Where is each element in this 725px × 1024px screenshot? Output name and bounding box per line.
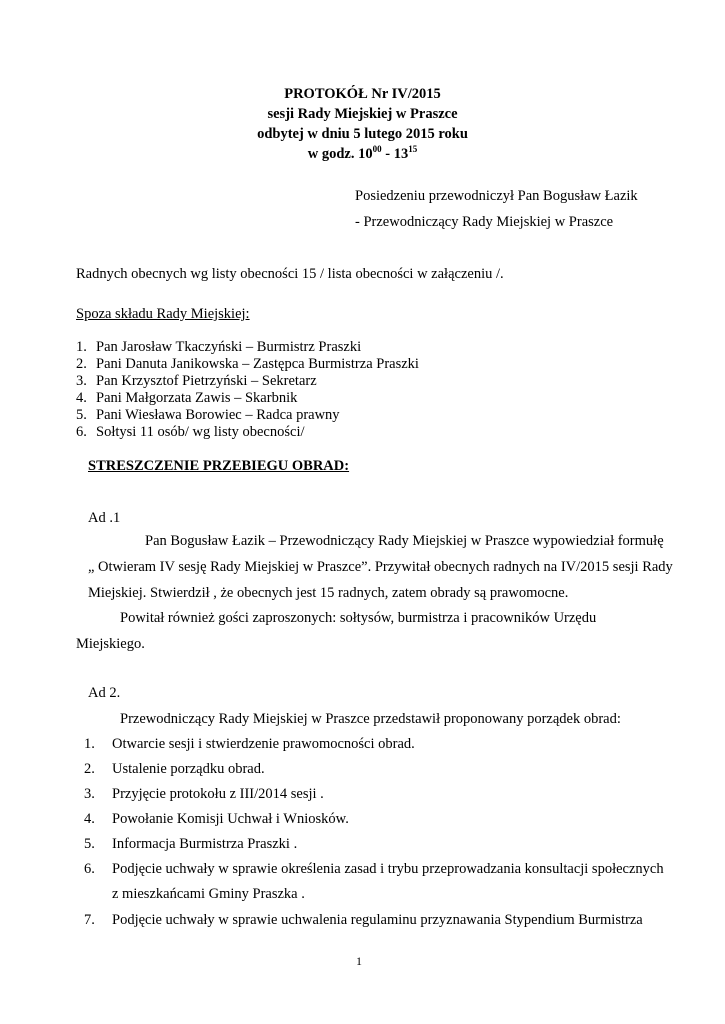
agenda-number: 3.	[84, 786, 95, 802]
attendance-text: Radnych obecnych wg listy obecności 15 / lista obecności w załączeniu /.	[76, 266, 504, 282]
time-start: w godz. 10	[307, 146, 373, 162]
summary-heading: STRESZCZENIE PRZEBIEGU OBRAD:	[88, 458, 350, 474]
list-item-text: Pani Danuta Janikowska – Zastępca Burmistrza Praszki	[96, 356, 419, 372]
ad1-line-4: Powitał również gości zaproszonych: sołtysów, burmistrza i pracowników Urzędu	[120, 610, 597, 626]
agenda-item: Przyjęcie protokołu z III/2014 sesji .	[112, 786, 324, 802]
agenda-item: Powołanie Komisji Uchwał i Wniosków.	[112, 811, 349, 827]
ad2-label: Ad 2.	[88, 685, 121, 701]
ad1-line-5: Miejskiego.	[76, 636, 145, 652]
agenda-item: Otwarcie sesji i stwierdzenie prawomocności obrad.	[112, 736, 415, 752]
time-line	[0, 146, 725, 163]
agenda-number: 2.	[84, 761, 95, 777]
ad2-intro: Przewodniczący Rady Miejskiej w Praszce przedstawił proponowany porządek obrad:	[120, 711, 621, 727]
protocol-title: PROTOKÓŁ Nr IV/2015	[284, 86, 441, 102]
time-end-minutes: 15	[408, 144, 418, 154]
list-item: 3.	[76, 373, 87, 389]
chair-line-2: - Przewodniczący Rady Miejskiej w Praszce	[355, 214, 614, 230]
date-line: odbytej w dniu 5 lutego 2015 roku	[257, 126, 468, 142]
list-item-text: Pan Jarosław Tkaczyński – Burmistrz Praszki	[96, 339, 362, 355]
list-item: 1.	[76, 339, 87, 355]
page-number: 1	[356, 954, 362, 968]
chair-line-1: Posiedzeniu przewodniczył Pan Bogusław Łazik	[355, 188, 638, 204]
agenda-item: Ustalenie porządku obrad.	[112, 761, 265, 777]
agenda-number: 4.	[84, 811, 95, 827]
agenda-item-continuation: z mieszkańcami Gminy Praszka .	[112, 886, 305, 902]
ad1-label: Ad .1	[88, 510, 121, 526]
agenda-number: 5.	[84, 836, 95, 852]
agenda-item: Podjęcie uchwały w sprawie określenia zasad i trybu przeprowadzania konsultacji społecznych	[112, 861, 664, 877]
agenda-item: Informacja Burmistrza Praszki .	[112, 836, 298, 852]
ad1-line-2: „ Otwieram IV sesję Rady Miejskiej w Praszce”. Przywitał obecnych radnych na IV/2015 sesji Rady	[88, 559, 673, 575]
agenda-item: Podjęcie uchwały w sprawie uchwalenia regulaminu przyznawania Stypendium Burmistrza	[112, 912, 643, 928]
list-item: 2.	[76, 356, 87, 372]
list-item: 6.	[76, 424, 87, 440]
ad1-line-3: Miejskiej. Stwierdził , że obecnych jest 15 radnych, zatem obrady są prawomocne.	[88, 585, 569, 601]
list-item-text: Sołtysi 11 osób/ wg listy obecności/	[96, 424, 305, 440]
session-line: sesji Rady Miejskiej w Praszce	[267, 106, 458, 122]
list-item: 5.	[76, 407, 87, 423]
time-end: - 13	[381, 146, 409, 162]
agenda-number: 7.	[84, 912, 95, 928]
outside-heading: Spoza składu Rady Miejskiej:	[76, 306, 250, 322]
ad1-line-1: Pan Bogusław Łazik – Przewodniczący Rady Miejskiej w Praszce wypowiedział formułę	[145, 533, 664, 549]
agenda-number: 6.	[84, 861, 95, 877]
agenda-number: 1.	[84, 736, 95, 752]
time-start-minutes: 00	[372, 144, 382, 154]
list-item: 4.	[76, 390, 87, 406]
list-item-text: Pani Wiesława Borowiec – Radca prawny	[96, 407, 340, 423]
list-item-text: Pan Krzysztof Pietrzyński – Sekretarz	[96, 373, 317, 389]
list-item-text: Pani Małgorzata Zawis – Skarbnik	[96, 390, 298, 406]
